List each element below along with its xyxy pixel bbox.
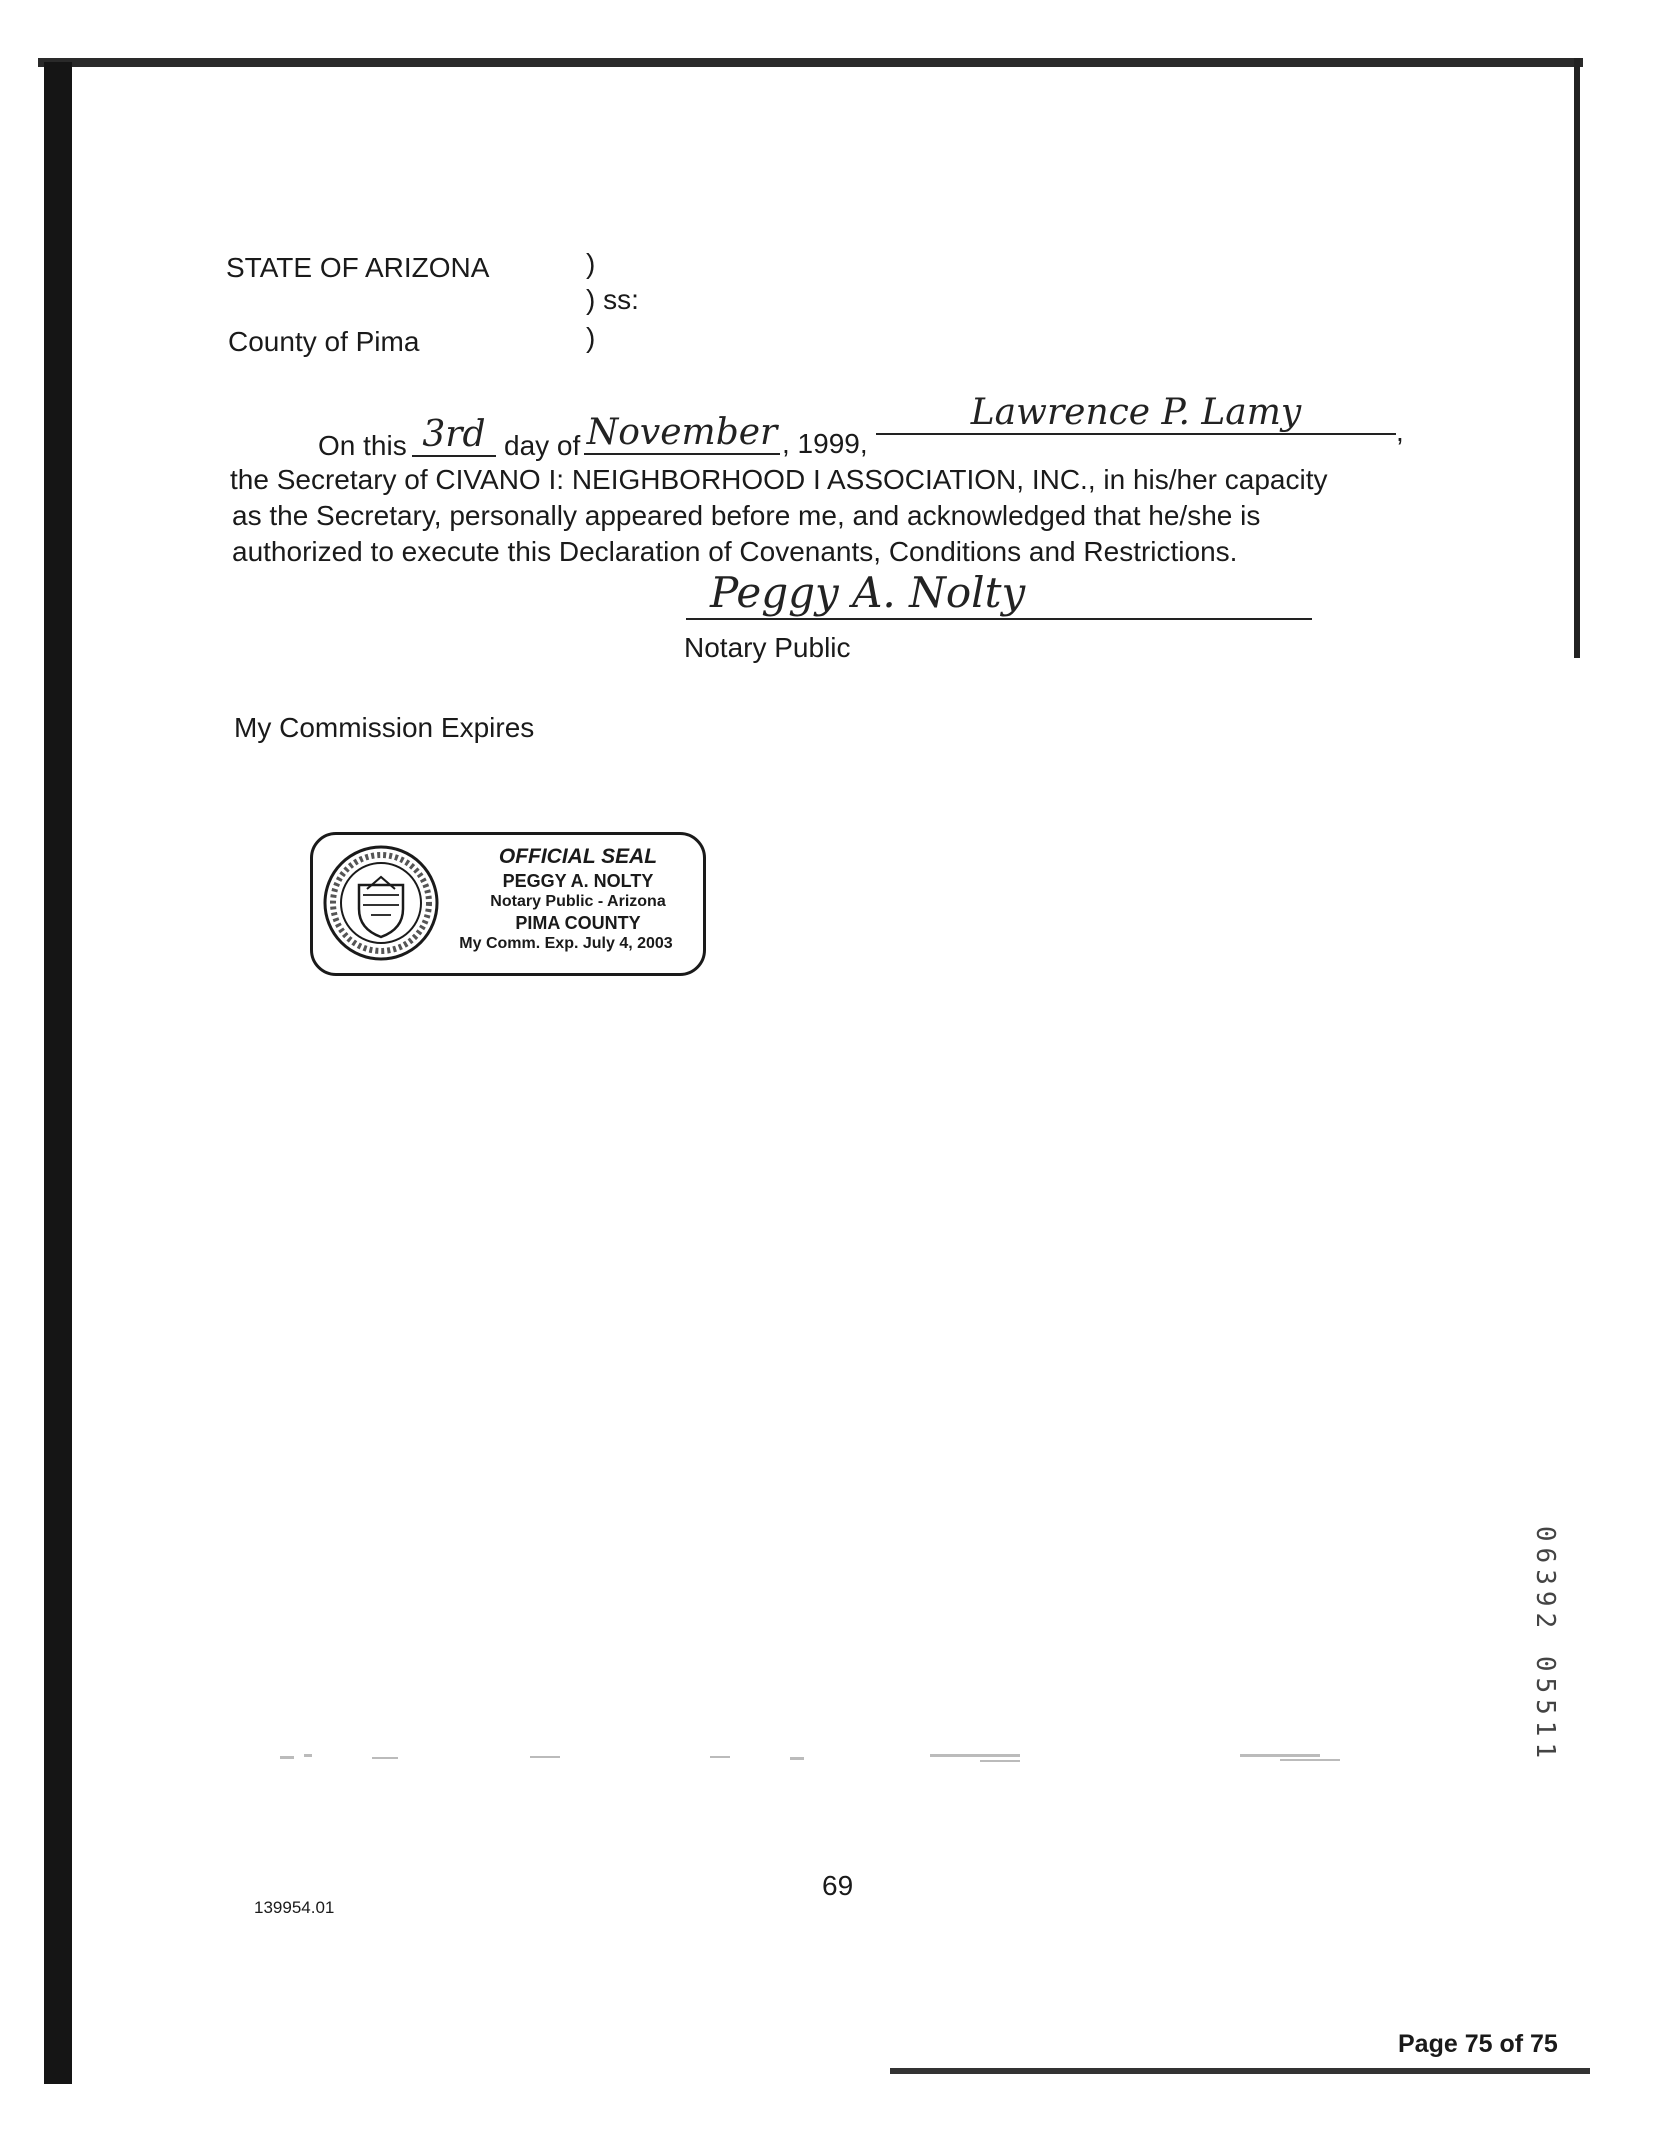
recording-code <box>1525 1490 1565 1810</box>
commission-label: My Commission Expires <box>234 712 535 743</box>
ack-name-handwritten: Lawrence P. Lamy <box>876 392 1396 435</box>
notary-label: Notary Public <box>684 632 851 663</box>
venue-paren-1: ) <box>586 248 596 279</box>
county-label: County of Pima <box>228 326 420 357</box>
ack-line-3: as the Secretary, personally appeared before me, and acknowledged that he/she is <box>232 500 1261 531</box>
recording-code-text: 06392 05511 <box>1530 1525 1560 1765</box>
seal-title: OFFICIAL SEAL <box>498 845 658 868</box>
doc-code: 139954.01 <box>254 1898 335 1917</box>
scan-border-right <box>1574 58 1580 658</box>
ss-label: ) ss: <box>586 284 639 315</box>
seal-name: PEGGY A. NOLTY <box>502 871 654 891</box>
seal-role: Notary Public - Arizona <box>490 893 666 910</box>
ack-day-of: day of <box>504 430 581 461</box>
seal-expiry: My Comm. Exp. July 4, 2003 <box>459 935 673 952</box>
state-label: STATE OF ARIZONA <box>226 252 490 283</box>
seal-county: PIMA COUNTY <box>515 913 641 933</box>
ack-month-handwritten: November <box>584 412 780 455</box>
footer-rule <box>890 2068 1590 2074</box>
scan-border-top <box>38 58 1583 67</box>
official-seal <box>310 832 706 976</box>
page-of-label: Page 75 of 75 <box>1398 2030 1558 2058</box>
ack-line-4: authorized to execute this Declaration of Covenants, Conditions and Restrictions. <box>232 536 1238 567</box>
ack-day-handwritten: 3rd <box>412 414 496 457</box>
state-seal-icon <box>321 843 441 963</box>
ack-trailing-comma: , <box>1396 416 1404 447</box>
scan-border-left <box>44 62 72 2084</box>
notary-signature-line <box>686 618 1312 620</box>
notary-signature: Peggy A. Nolty <box>710 568 1026 617</box>
page-number: 69 <box>822 1870 854 1901</box>
ack-line-2: the Secretary of CIVANO I: NEIGHBORHOOD I ASSOCIATION, INC., in his/her capacity <box>230 464 1328 495</box>
ack-prefix: On this <box>318 430 407 461</box>
venue-paren-3: ) <box>586 322 596 353</box>
ack-year: , 1999, <box>782 428 868 459</box>
scan-noise <box>280 1748 1430 1768</box>
